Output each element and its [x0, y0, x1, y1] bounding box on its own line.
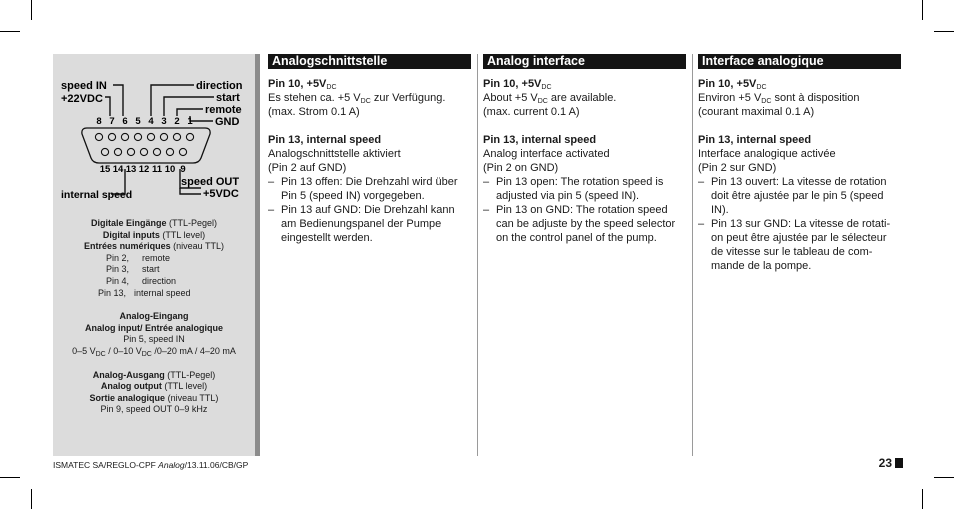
pin-number: 5: [135, 116, 141, 127]
bullet-item: – Pin 13 ouvert: La vitesse de rotation doit être ajustée par le pin 5 (speed IN).: [698, 175, 901, 217]
analog-input-range: 0–5 $V_{DC} / 0-10$ $V_{DC}$ /0–20 mA / 4–20 mA: [72, 345, 236, 358]
digital-inputs-block: Digitale Eingänge (TTL-Pegel) Digital inputs (TTL level) Entrées numériques (niveau TTL) Pin 2, remote Pin 3, start Pin 4, direction Pin 13, internal speed: [53, 218, 255, 299]
column-divider: [692, 54, 693, 456]
bullet-item: – Pin 13 on GND: The rotation speed can be adjuste by the speed selector on the control panel of the pump.: [483, 203, 686, 245]
pin-number: 3: [161, 116, 167, 127]
label-22vdc: +22VDC: [61, 93, 103, 105]
pin-number: 1: [187, 116, 193, 127]
analog-input-block: Analog-Eingang Analog input/ Entrée analogique Pin 5, speed IN 0–5 $V_{DC} / 0-10$ $V_{DC}$ /0–20 mA / 4–20 mA: [53, 311, 255, 357]
label-internal-speed: internal speed: [61, 189, 133, 201]
crop-mark: [31, 0, 32, 20]
pin-number: 13: [125, 164, 137, 175]
pin-number: 10: [164, 164, 176, 175]
section-header: Interface analogique: [698, 54, 901, 69]
pin-row: Pin 4, direction: [106, 275, 177, 286]
crop-mark: [934, 477, 954, 478]
pin-row: Pin 13, internal speed: [98, 287, 191, 298]
pin-number: 9: [180, 164, 186, 175]
crop-mark: [934, 31, 954, 32]
page-number: 23: [879, 456, 903, 470]
page-footer: ISMATEC SA/REGLO-CPF Analog/13.11.06/CB/GP: [53, 460, 249, 470]
label-start: start: [216, 92, 240, 104]
label-speed-in: speed IN: [61, 80, 107, 92]
pin-number: 11: [151, 164, 163, 175]
pin-number: 4: [148, 116, 154, 127]
label-speed-out: speed OUT: [181, 176, 240, 188]
crop-mark: [0, 477, 20, 478]
crop-mark: [922, 489, 923, 509]
connector-sidebar: [53, 54, 255, 456]
label-direction: direction: [196, 80, 243, 92]
column-english: Analog interface Pin 10, $+5V_{DC}$ About +5 $V_{DC}$ are available. (max. current 0.1 A) Pin 13, internal speed Analog interface activated (Pin 2 on GND) – Pin 13 open: The rotation speed is adjusted via pin 5 (speed IN). – Pin 13 on GND: The rotation speed can be adjuste by the speed selector on the control panel of the pump.: [483, 54, 686, 245]
crop-mark: [922, 0, 923, 20]
label-5vdc: +5VDC: [203, 188, 239, 200]
crop-mark: [31, 489, 32, 509]
bullet-item: – Pin 13 auf GND: Die Drehzahl kann am Bedienungspanel der Pumpe eingestellt werden.: [268, 203, 471, 245]
pin-number: 7: [109, 116, 115, 127]
pin-row: Pin 2, remote: [106, 252, 171, 263]
pin-assignment-legend: [53, 218, 255, 428]
label-gnd: GND: [215, 116, 240, 128]
pin-row: Pin 3, start: [106, 264, 160, 275]
pin-number: 14: [112, 164, 124, 175]
page-marker-square: [895, 458, 903, 468]
bullet-item: – Pin 13 offen: Die Drehzahl wird über Pin 5 (speed IN) vorgegeben.: [268, 175, 471, 203]
analog-output-block: Analog-Ausgang (TTL-Pegel) Analog output (TTL level) Sortie analogique (niveau TTL) Pin 9, speed OUT 0–9 kHz: [89, 369, 219, 415]
section-header: Analog interface: [483, 54, 686, 69]
column-divider: [477, 54, 478, 456]
sidebar-shadow-edge: [255, 54, 260, 456]
pin-number: 6: [122, 116, 128, 127]
section-header: Analogschnittstelle: [268, 54, 471, 69]
pin-number: 15: [99, 164, 111, 175]
bullet-item: – Pin 13 open: The rotation speed is adjusted via pin 5 (speed IN).: [483, 175, 686, 203]
connector-pins: [95, 133, 193, 155]
column-german: Analogschnittstelle Pin 10, $+5V_{DC}$ Es stehen ca. +5 $V_{DC}$ zur Verfügung. (max. Strom 0.1 A) Pin 13, internal speed Analogschnittstelle aktiviert (Pin 2 auf GND) – Pin 13 offen: Die Drehzahl wird über Pin 5 (speed IN) vorgegeben. – Pin 13 auf GND: Die Drehzahl kann am Bedienungspanel der Pumpe eingestellt werden.: [268, 54, 471, 245]
pin-number: 8: [96, 116, 102, 127]
pin-number: 12: [138, 164, 150, 175]
column-french: Interface analogique Pin 10, $+5V_{DC}$ Environ +5 $V_{DC}$ sont à disposition (courant maximal 0.1 A) Pin 13, internal speed Interface analogique activée (Pin 2 sur GND) – Pin 13 ouvert: La vitesse de rotation doit être ajustée par le pin 5 (speed IN). – Pin 13 sur GND: La vitesse de rotati-on peut être ajustée par le sélecteur de vitesse sur le tableau de com-mande de la pompe.: [698, 54, 901, 273]
pin-number: 2: [174, 116, 180, 127]
label-remote: remote: [205, 104, 242, 116]
crop-mark: [0, 31, 20, 32]
bullet-item: – Pin 13 sur GND: La vitesse de rotati-on peut être ajustée par le sélecteur de vitesse sur le tableau de com-mande de la pompe.: [698, 217, 901, 273]
